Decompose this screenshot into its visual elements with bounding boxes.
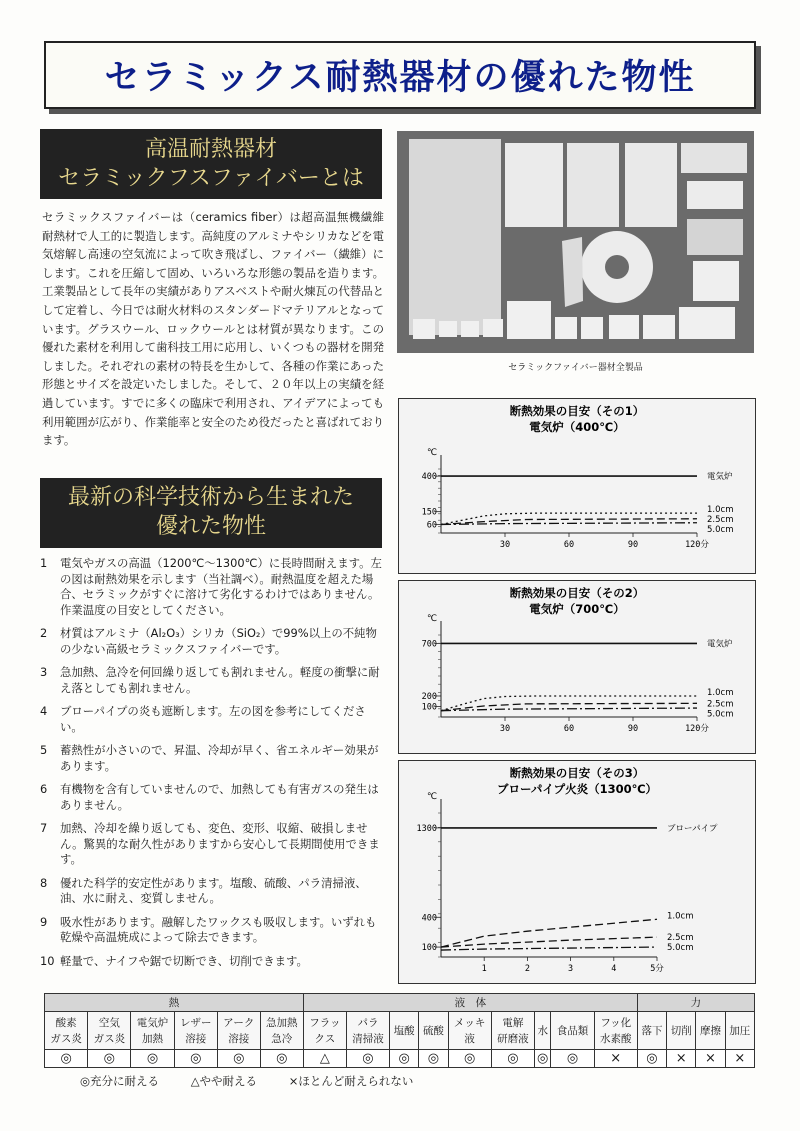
feature-number: 3 [40, 665, 48, 679]
series-label: 5.0cm [707, 709, 734, 720]
feature-text: 加熱、冷却を繰り返しても、変色、変形、収縮、破損しません。驚異的な耐久性がありますから安心して長期間使用できます。 [60, 821, 380, 866]
category-label: レザー [180, 1016, 212, 1029]
chart-title: 断熱効果の目安（その3） [509, 766, 645, 780]
rating-row [45, 1050, 755, 1068]
photo-caption: セラミックファイバー器材全製品 [508, 363, 643, 373]
feature-text: 蓄熱性が小さいので、昇温、冷却が早く、省エネルギー効果があります。 [60, 743, 379, 773]
category-label: 摩擦 [699, 1024, 721, 1037]
category-sublabel: ガス炎 [50, 1032, 82, 1045]
y-unit-label: ℃ [427, 792, 438, 802]
section2-heading-line2: 優れた物性 [155, 514, 266, 539]
y-tick-label: 1300 [416, 823, 437, 834]
feature-text: 材質はアルミナ（Al₂O₃）シリカ（SiO₂）で99%以上の不純物の少ない高級セラミックスファイバーです。 [60, 626, 377, 656]
category-cell [88, 1012, 131, 1050]
y-tick-label: 400 [421, 472, 437, 483]
feature-item [40, 821, 385, 868]
feature-text: 吸水性があります。融解したワックスも吸収します。いずれも乾燥や高温焼成によって除去できます。 [60, 914, 377, 944]
category-sublabel: 溶接 [185, 1032, 207, 1045]
insulation-chart-2 [398, 580, 756, 754]
feature-item [40, 704, 385, 735]
feature-list [40, 556, 385, 977]
chart-title: 断熱効果の目安（その1） [509, 404, 645, 418]
category-sublabel: 研磨液 [497, 1032, 529, 1045]
x-tick-label: 4 [611, 964, 617, 974]
category-sublabel: ガス炎 [93, 1032, 126, 1045]
feature-item [40, 626, 385, 657]
feature-item [40, 556, 385, 618]
y-tick-label: 400 [421, 913, 437, 924]
x-tick-label: 90 [627, 540, 639, 550]
series-line [441, 937, 657, 947]
category-cell [667, 1012, 696, 1050]
category-cell [551, 1012, 594, 1050]
rating-cell: × [667, 1050, 696, 1068]
category-cell [390, 1012, 419, 1050]
feature-text: ブローパイプの炎も遮断します。左の図を参考にしてください。 [60, 704, 366, 734]
category-cell [448, 1012, 491, 1050]
x-tick-label: 5分 [650, 964, 664, 974]
category-label: 食品類 [556, 1024, 589, 1037]
category-cell [217, 1012, 260, 1050]
series-label: 電気炉 [707, 472, 733, 483]
y-unit-label: ℃ [427, 614, 438, 624]
x-tick-label: 3 [568, 964, 574, 974]
series-label: 5.0cm [667, 943, 694, 954]
category-sublabel: 溶接 [228, 1032, 250, 1045]
category-cell [725, 1012, 754, 1050]
rating-cell: ◎ [88, 1050, 131, 1068]
rating-legend [80, 1073, 441, 1089]
section2-heading-line1: 最新の科学技術から生まれた [67, 485, 354, 510]
category-sublabel: 加熱 [142, 1032, 164, 1045]
series-label: 5.0cm [707, 525, 734, 535]
category-label: フッ化 [600, 1016, 632, 1029]
title-box [44, 41, 756, 109]
rating-cell: △ [303, 1050, 346, 1068]
series-label: 1.0cm [707, 687, 734, 698]
y-tick-label: 150 [421, 507, 437, 518]
insulation-chart-1 [398, 398, 756, 574]
feature-number: 10 [40, 953, 55, 968]
rating-cell: ◎ [131, 1050, 174, 1068]
feature-number: 4 [40, 704, 48, 718]
category-row [45, 1012, 755, 1050]
rating-cell: ◎ [419, 1050, 448, 1068]
series-label: ブローパイプ [667, 823, 718, 834]
x-tick-label: 60 [563, 724, 575, 734]
feature-item [40, 954, 385, 970]
category-label: 水 [537, 1024, 548, 1037]
category-label: 電解 [502, 1016, 524, 1029]
rating-cell: ◎ [551, 1050, 594, 1068]
series-line [441, 523, 697, 525]
series-label: 電気炉 [707, 639, 733, 650]
rating-cell: ◎ [448, 1050, 491, 1068]
category-cell [637, 1012, 666, 1050]
series-line [441, 947, 657, 950]
chart-subtitle: 電気炉（700℃） [529, 602, 625, 616]
y-tick-label: 200 [421, 691, 437, 702]
category-label: 落下 [641, 1024, 663, 1037]
category-label: 急加熱 [266, 1016, 298, 1029]
category-cell [491, 1012, 534, 1050]
feature-number: 5 [40, 743, 48, 757]
series-label: 1.0cm [667, 911, 694, 922]
feature-item [40, 876, 385, 907]
x-tick-label: 2 [524, 964, 530, 974]
category-cell [45, 1012, 88, 1050]
rating-cell: ◎ [260, 1050, 303, 1068]
feature-item [40, 665, 385, 696]
intro-paragraph: セラミックスファイバーは（ceramics fiber）は超高温無機繊維耐熱材で人工的に製造します。高純度のアルミナやシリカなどを電気熔解し高速の空気流によって吹き飛ばし、ファイバー（繊維）にします。これを圧縮して固め、いろいろな形態の製品を造ります。工業製品として長年の実績がありアスベストや耐火煉瓦の代替品として定着し、今日では耐火材料のスタンダードマテリアルとなっています。グラスウール、ロックウールとは材質が異なります。この優れた素材を利用して歯科技工用に応用し、いくつもの器材を開発しました。それぞれの素材の特長を生かして、各種の作業にあった形態とサイズを設定いたしました。そして、２０年以上の実績を経過しています。すでに多くの臨床で利用され、アイデアによっても利用範囲が広がり、作業能率と安全のため役だったと喜ばれております。 [42, 210, 384, 448]
category-cell [303, 1012, 346, 1050]
feature-number: 1 [40, 556, 48, 570]
y-unit-label: ℃ [427, 448, 438, 458]
category-cell [174, 1012, 217, 1050]
rating-cell: ◎ [637, 1050, 666, 1068]
x-tick-label: 30 [499, 724, 511, 734]
category-label: 空気 [98, 1016, 120, 1029]
rating-cell: ◎ [174, 1050, 217, 1068]
category-label: 加圧 [729, 1024, 751, 1037]
category-cell [535, 1012, 551, 1050]
x-tick-label: 1 [481, 964, 487, 974]
legend-fair: △やや耐える [190, 1074, 258, 1088]
section2-heading [40, 478, 382, 548]
rating-cell: ◎ [217, 1050, 260, 1068]
product-photo [397, 131, 754, 353]
rating-cell: ◎ [45, 1050, 88, 1068]
x-tick-label: 30 [499, 540, 511, 550]
group-header: 力 [637, 994, 754, 1012]
page-title: セラミックス耐熱器材の優れた物性 [104, 58, 696, 98]
category-cell [594, 1012, 637, 1050]
feature-text: 優れた科学的安定性があります。塩酸、硫酸、パラ清掃液、油、水に耐え、変質しません。 [60, 875, 367, 905]
group-header-row [45, 994, 755, 1012]
rating-cell: × [696, 1050, 725, 1068]
category-cell [131, 1012, 174, 1050]
feature-text: 急加熱、急冷を何回繰り返しても割れません。軽度の衝撃に耐え落としても割れません。 [60, 665, 380, 695]
feature-number: 9 [40, 914, 48, 929]
feature-number: 7 [40, 821, 48, 835]
y-tick-label: 100 [421, 943, 437, 954]
series-label: 2.5cm [707, 515, 734, 525]
series-line [441, 919, 657, 947]
rating-cell: ◎ [535, 1050, 551, 1068]
section1-heading-line1: 高温耐熱器材 [144, 137, 277, 162]
category-label: メッキ [453, 1016, 486, 1029]
feature-number: 6 [40, 782, 48, 796]
y-tick-label: 60 [426, 520, 437, 531]
category-label: 酸素 [55, 1016, 77, 1029]
group-header: 液 体 [303, 994, 637, 1012]
rating-cell: ◎ [491, 1050, 534, 1068]
category-cell [419, 1012, 448, 1050]
category-label: 硫酸 [422, 1024, 444, 1037]
category-sublabel: 水素酸 [599, 1032, 632, 1045]
category-label: アーク [223, 1016, 255, 1029]
feature-text: 有機物を含有していませんので、加熱しても有害ガスの発生はありません。 [60, 782, 379, 812]
section1-heading-line2: セラミックフスファイバーとは [58, 166, 364, 191]
x-tick-label: 120分 [685, 540, 709, 550]
resistance-table [44, 993, 755, 1068]
rating-cell: × [725, 1050, 754, 1068]
x-tick-label: 60 [563, 540, 575, 550]
series-label: 2.5cm [667, 933, 694, 944]
feature-item [40, 743, 385, 774]
category-label: 切削 [670, 1024, 692, 1037]
y-tick-label: 700 [421, 639, 437, 650]
chart-subtitle: ブローパイプ火炎（1300℃） [496, 782, 658, 796]
rating-cell: ◎ [346, 1050, 389, 1068]
feature-text: 軽量で、ナイフや鋸で切断でき、切削できます。 [60, 953, 308, 968]
group-header: 熱 [45, 994, 304, 1012]
x-tick-label: 120分 [685, 724, 709, 734]
category-sublabel: 液 [464, 1032, 475, 1045]
category-cell [260, 1012, 303, 1050]
series-line [441, 708, 697, 711]
rating-cell: ◎ [390, 1050, 419, 1068]
category-cell [346, 1012, 389, 1050]
category-sublabel: 急冷 [271, 1032, 293, 1045]
chart-subtitle: 電気炉（400℃） [529, 420, 625, 434]
y-tick-label: 100 [421, 702, 437, 713]
category-label: フラッ [309, 1016, 341, 1029]
category-label: パラ [357, 1016, 379, 1029]
feature-number: 8 [40, 875, 48, 890]
rating-cell: × [594, 1050, 637, 1068]
legend-excellent: ◎充分に耐える [80, 1074, 160, 1088]
x-tick-label: 90 [627, 724, 639, 734]
legend-poor: ×ほとんど耐えられない [288, 1074, 414, 1088]
section1-heading [40, 129, 382, 199]
series-label: 1.0cm [707, 505, 734, 515]
chart-title: 断熱効果の目安（その2） [509, 586, 645, 600]
category-label: 塩酸 [393, 1024, 415, 1037]
category-label: 電気炉 [136, 1016, 169, 1029]
feature-item [40, 782, 385, 813]
insulation-chart-3 [398, 760, 756, 984]
category-sublabel: クス [314, 1032, 336, 1045]
feature-item [40, 915, 385, 946]
feature-number: 2 [40, 626, 48, 640]
category-sublabel: 清掃液 [352, 1032, 384, 1045]
feature-text: 電気やガスの高温（1200℃～1300℃）に長時間耐えます。左の図は耐熱効果を示します（当社調べ）。耐熱温度を超えた場合、セラミックがすぐに溶けて劣化するわけではありません。作業温度の目安としてください。 [60, 556, 382, 617]
series-label: 2.5cm [707, 699, 734, 710]
category-cell [696, 1012, 725, 1050]
